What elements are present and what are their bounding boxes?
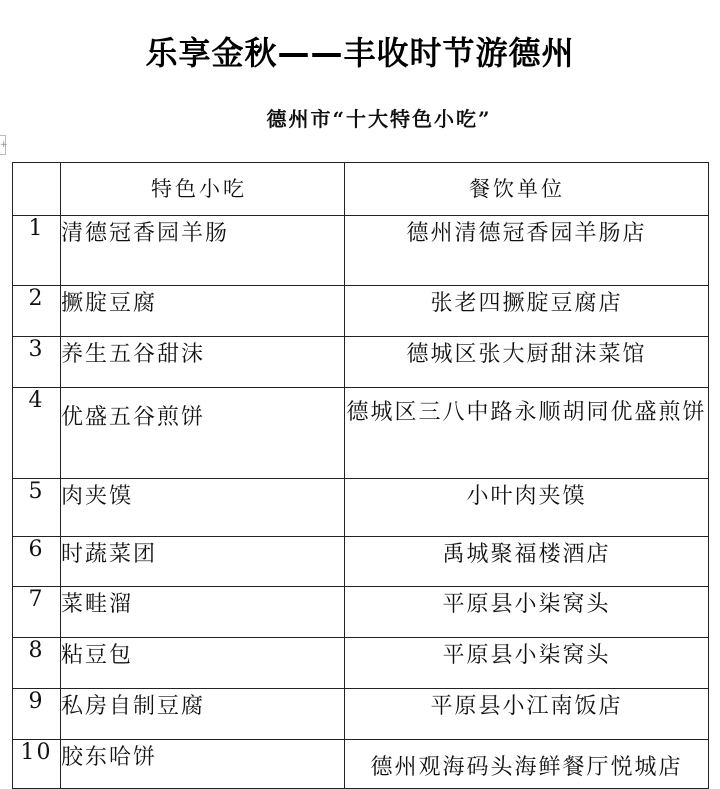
row-number: 3 [13,337,61,388]
table-row [13,587,709,638]
table-row [13,216,709,286]
table-row [13,337,709,388]
table-row [13,740,709,789]
header-snack-name: 特色小吃 [61,163,345,216]
row-number: 6 [13,537,61,587]
restaurant-name: 小叶肉夹馍 [345,479,709,537]
restaurant-name: 张老四撅腚豆腐店 [345,286,709,337]
table-row [13,537,709,587]
row-number: 7 [13,587,61,638]
row-number: 9 [13,689,61,740]
snack-name: 胶东哈饼 [61,740,345,789]
snack-name: 时蔬菜团 [61,537,345,587]
snack-name: 肉夹馍 [61,479,345,537]
snack-name: 优盛五谷煎饼 [61,388,345,479]
restaurant-name: 德州观海码头海鲜餐厅悦城店 [345,740,709,789]
snack-name: 清德冠香园羊肠 [61,216,345,286]
restaurant-name: 平原县小柒窝头 [345,587,709,638]
table-row [13,388,709,479]
restaurant-name: 德城区三八中路永顺胡同优盛煎饼 [345,388,709,479]
row-number: 10 [13,740,61,789]
row-number: 1 [13,216,61,286]
snack-table [12,162,709,789]
row-number: 5 [13,479,61,537]
row-number: 8 [13,638,61,689]
snack-name: 私房自制豆腐 [61,689,345,740]
snack-name: 养生五谷甜沫 [61,337,345,388]
table-row [13,286,709,337]
snack-name: 撅腚豆腐 [61,286,345,337]
table-row [13,689,709,740]
table-subtitle: 德州市“十大特色小吃” [266,107,492,131]
restaurant-name: 平原县小柒窝头 [345,638,709,689]
row-number: 2 [13,286,61,337]
page-title: 乐享金秋——丰收时节游德州 [145,34,575,72]
snack-name: 菜畦溜 [61,587,345,638]
restaurant-name: 禹城聚福楼酒店 [345,537,709,587]
restaurant-name: 德城区张大厨甜沫菜馆 [345,337,709,388]
table-move-handle-icon[interactable]: + [0,135,6,155]
table-header-row [13,163,709,216]
table-row [13,479,709,537]
snack-name: 粘豆包 [61,638,345,689]
restaurant-name: 平原县小江南饭店 [345,689,709,740]
restaurant-name: 德州清德冠香园羊肠店 [345,216,709,286]
header-restaurant: 餐饮单位 [345,163,709,216]
row-number: 4 [13,388,61,479]
table-row [13,638,709,689]
header-number-cell [13,163,61,216]
